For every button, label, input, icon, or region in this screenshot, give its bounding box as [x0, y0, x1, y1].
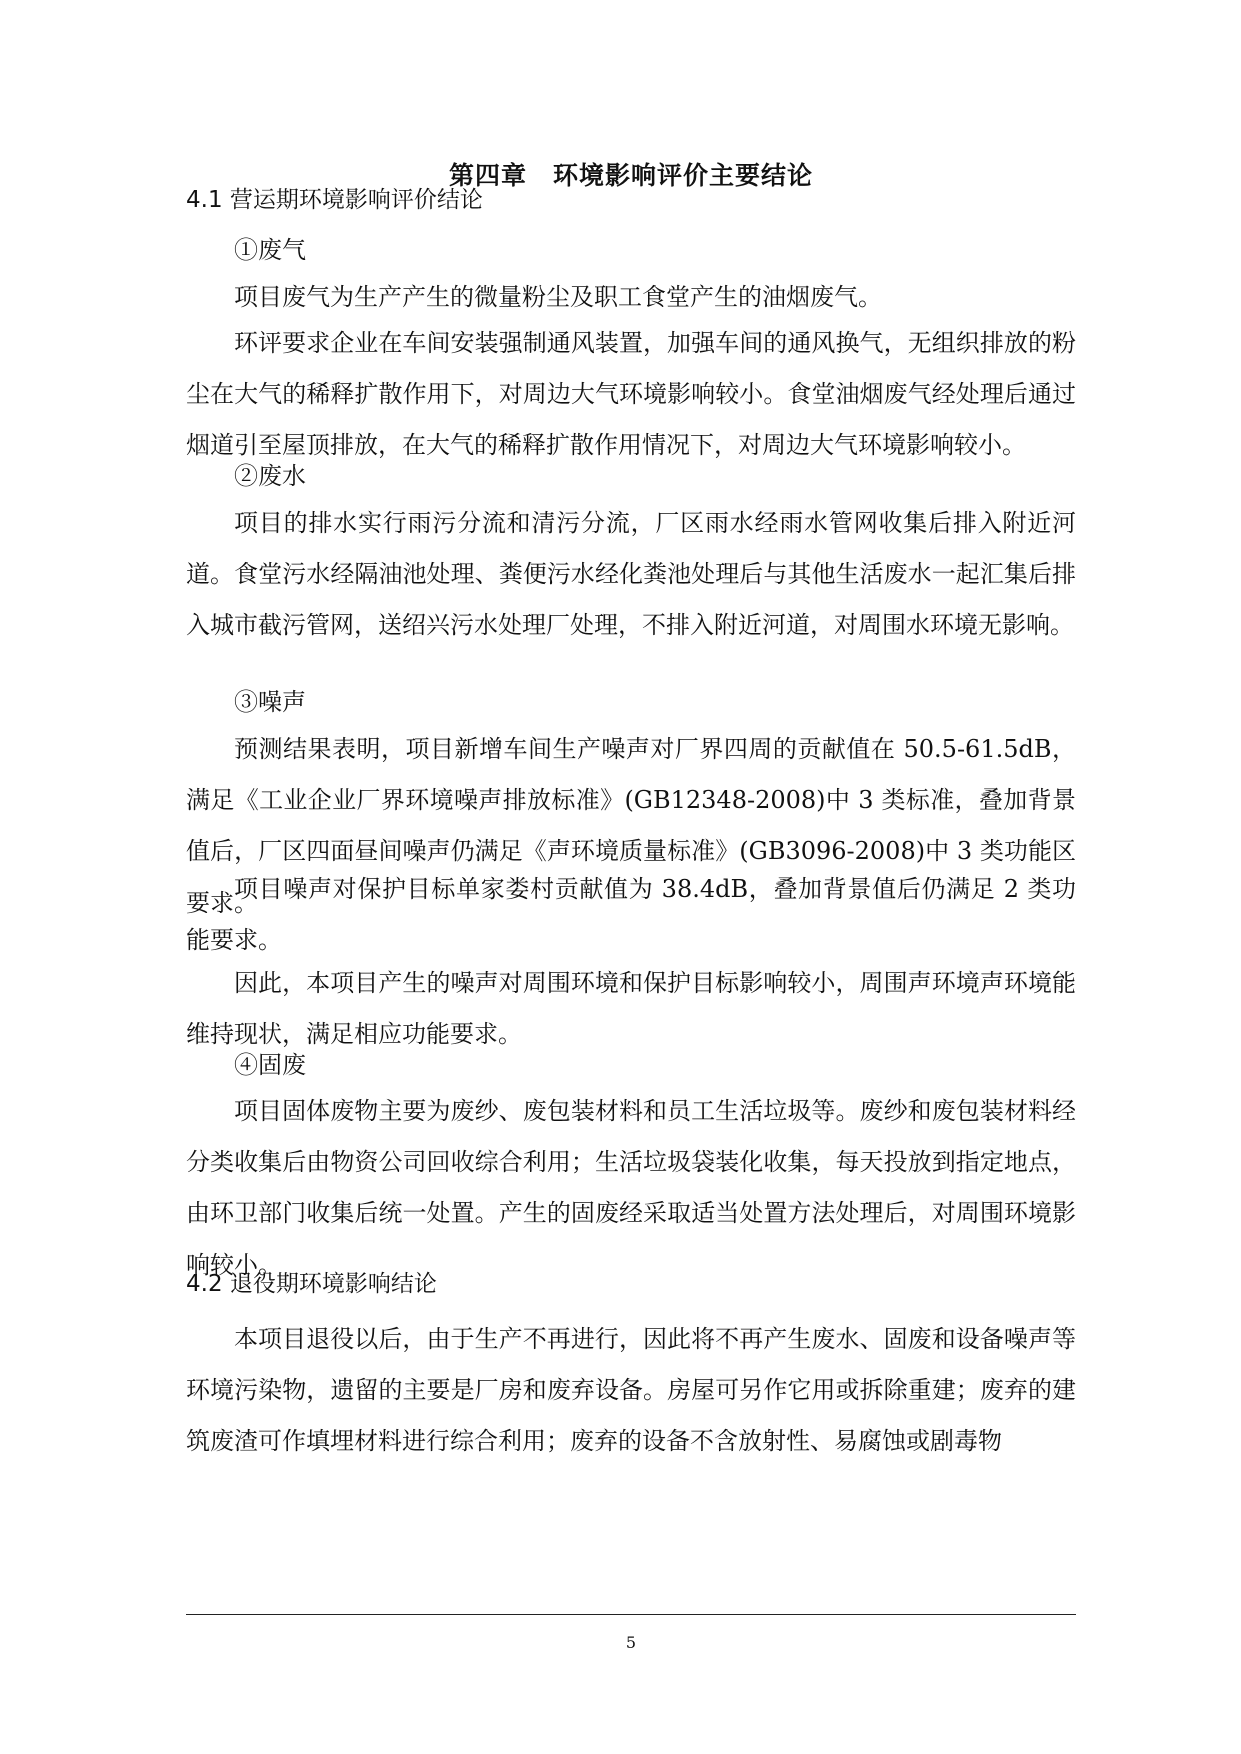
paragraph-decommissioning: 本项目退役以后，由于生产不再进行，因此将不再产生废水、固废和设备噪声等环境污染物，遗留的主要是厂房和废弃设备。房屋可另作它用或拆除重建；废弃的建筑废渣可作填埋材料进行综合利用；废弃的设备不含放射性、易腐蚀或剧毒物 [186, 1325, 1076, 1456]
chapter-title: 第四章 环境影响评价主要结论 [448, 161, 813, 190]
subsection-label-waste-gas: ①废气 [234, 236, 306, 264]
footer-divider [186, 1614, 1076, 1615]
paragraph-wastewater: 项目的排水实行雨污分流和清污分流，厂区雨水经雨水管网收集后排入附近河道。食堂污水经隔油池处理、粪便污水经化粪池处理后与其他生活废水一起汇集后排入城市截污管网，送绍兴污水处理厂处理，不排入附近河道，对周围水环境无影响。 [186, 509, 1076, 640]
subsection-label-solid-waste: ④固废 [234, 1051, 306, 1079]
subsection-label-noise: ③噪声 [234, 688, 306, 716]
paragraph-solid-waste: 项目固体废物主要为废纱、废包装材料和员工生活垃圾等。废纱和废包装材料经分类收集后由物资公司回收综合利用；生活垃圾袋装化收集，每天投放到指定地点，由环卫部门收集后统一处置。产生的固废经采取适当处置方法处理后，对周围环境影响较小。 [186, 1097, 1076, 1279]
paragraph-noise-protection-target: 项目噪声对保护目标单家娄村贡献值为 38.4dB，叠加背景值后仍满足 2 类功能要求。 [186, 875, 1076, 955]
paragraph-waste-gas-source: 项目废气为生产产生的微量粉尘及职工食堂产生的油烟废气。 [234, 283, 882, 311]
paragraph-noise-prediction: 预测结果表明，项目新增车间生产噪声对厂界四周的贡献值在 50.5-61.5dB，满足《工业企业厂界环境噪声排放标准》(GB12348-2008)中 3 类标准，叠加背景值后，厂区四面昼间噪声仍满足《声环境质量标准》(GB3096-2008)中 3 类功能区要求。 [186, 735, 1076, 917]
page-number: 5 [625, 1633, 637, 1652]
subsection-label-wastewater: ②废水 [234, 462, 306, 490]
paragraph-noise-conclusion: 因此，本项目产生的噪声对周围环境和保护目标影响较小，周围声环境声环境能维持现状，满足相应功能要求。 [186, 969, 1076, 1049]
paragraph-waste-gas-impact: 环评要求企业在车间安装强制通风装置，加强车间的通风换气，无组织排放的粉尘在大气的稀释扩散作用下，对周边大气环境影响较小。食堂油烟废气经处理后通过烟道引至屋顶排放，在大气的稀释扩散作用情况下，对周边大气环境影响较小。 [186, 329, 1076, 460]
section-heading-4-2: 4.2 退役期环境影响结论 [186, 1271, 437, 1297]
section-heading-4-1: 4.1 营运期环境影响评价结论 [186, 187, 483, 213]
